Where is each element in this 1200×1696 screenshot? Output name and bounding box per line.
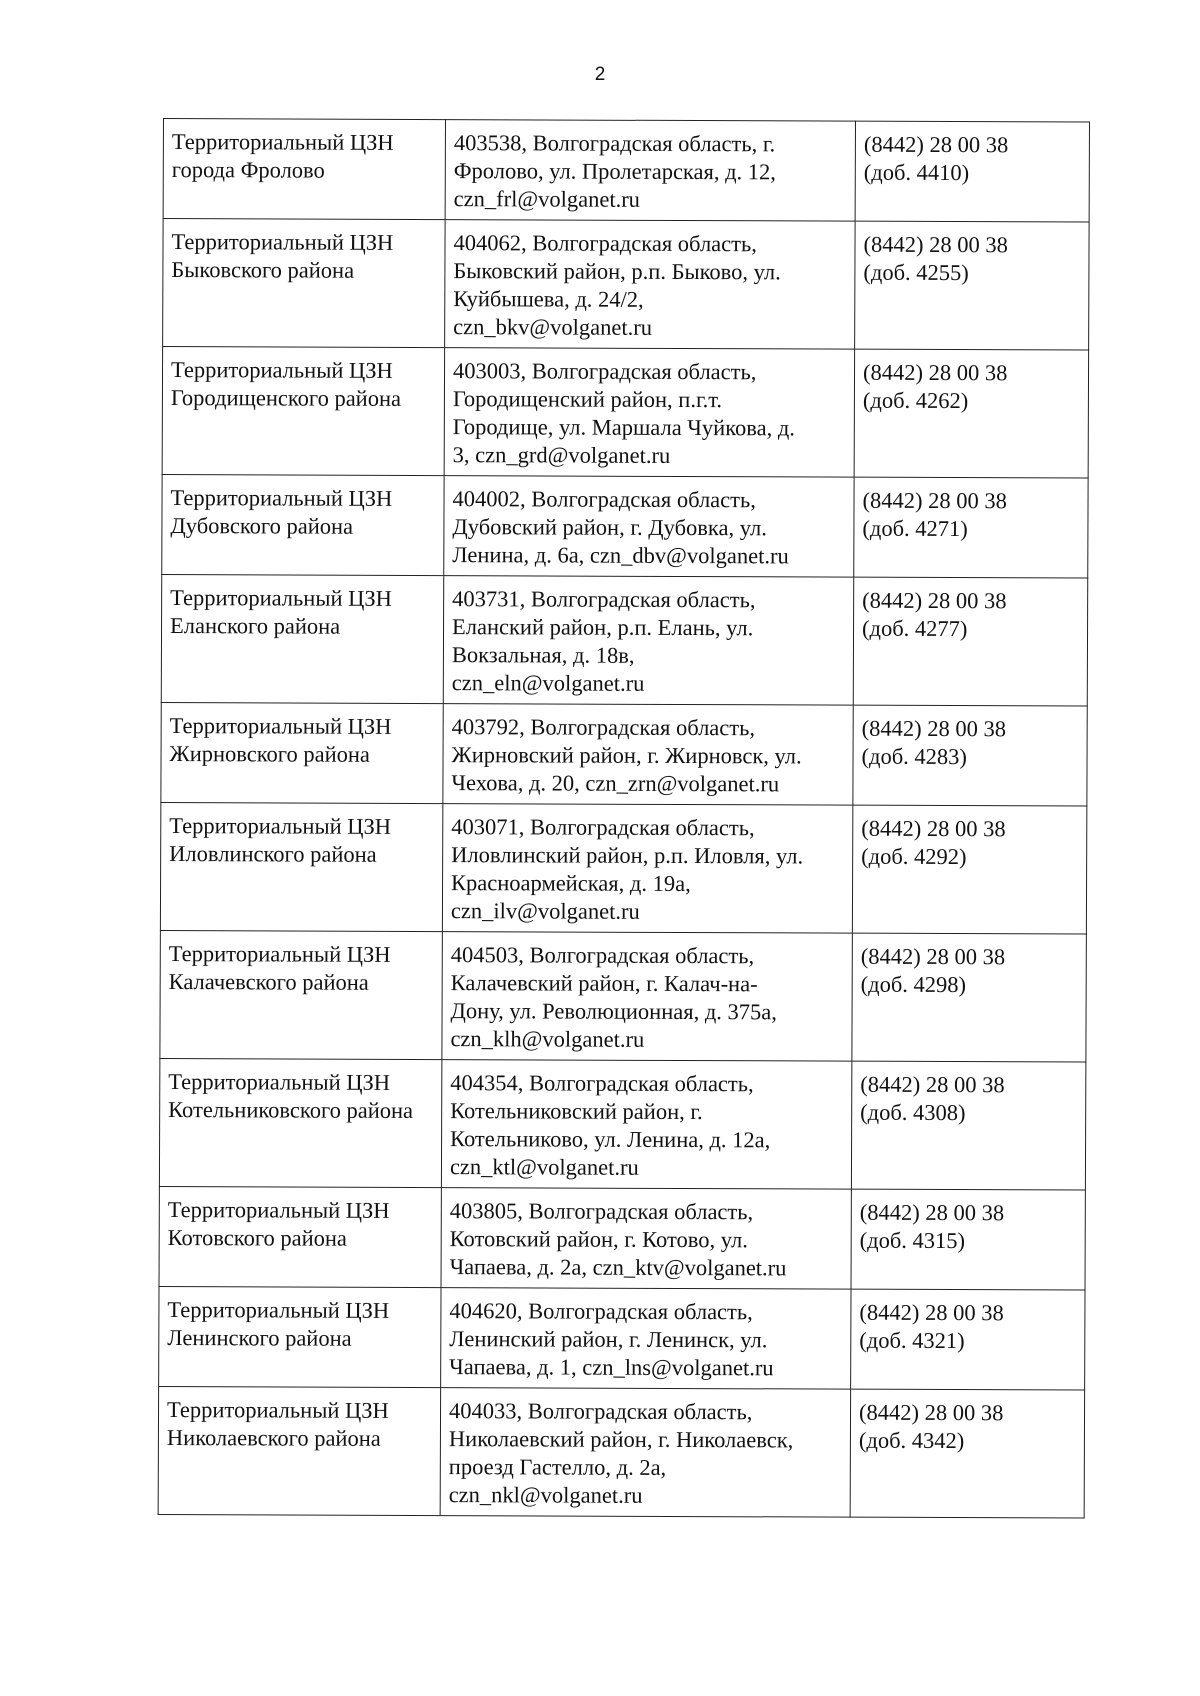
name-line: Жирновского района <box>169 741 370 767</box>
name-cell <box>161 574 443 703</box>
address-cell <box>444 476 854 578</box>
address-line: Жирновский район, г. Жирновск, ул. <box>451 742 802 769</box>
address-line: Дону, ул. Революционная, д. 375а, <box>450 998 777 1025</box>
phone-line: (доб. 4255) <box>863 259 969 286</box>
address-cell <box>445 220 855 350</box>
address-cell <box>442 932 852 1062</box>
name-line: Николаевского района <box>166 1425 381 1451</box>
address-line: 403538, Волгоградская область, г. <box>453 130 776 157</box>
address-line: 404620, Волгоградская область, <box>449 1298 753 1325</box>
table-row <box>162 474 1088 578</box>
name-line: Территориальный ЦЗН <box>167 1297 390 1323</box>
phone-cell <box>852 933 1086 1062</box>
address-line: Куйбышева, д. 24/2, <box>453 286 644 312</box>
address-cell <box>441 1060 851 1190</box>
phone-cell <box>850 1389 1084 1518</box>
address-line: 404062, Волгоградская область, <box>453 230 757 257</box>
address-cell <box>443 704 853 806</box>
phone-cell <box>853 577 1087 706</box>
phone-line: (8442) 28 00 38 <box>859 1299 1004 1326</box>
table-row <box>161 702 1087 806</box>
name-cell <box>159 1058 441 1187</box>
address-line: Красноармейская, д. 19а, <box>451 870 691 897</box>
address-line: Ленина, д. 6а, czn_dbv@volganet.ru <box>452 542 789 569</box>
name-line: Еланского района <box>170 613 341 639</box>
address-line: Быковский район, р.п. Быково, ул. <box>453 258 781 285</box>
name-line: Городищенского района <box>170 385 402 411</box>
address-cell <box>443 576 853 706</box>
phone-line: (доб. 4283) <box>861 743 967 770</box>
phone-line: (доб. 4277) <box>861 615 968 642</box>
phone-cell <box>851 1289 1085 1390</box>
address-line: 403805, Волгоградская область, <box>449 1198 754 1225</box>
address-line: Еланский район, р.п. Елань, ул. <box>452 614 754 641</box>
address-line: czn_klh@volganet.ru <box>450 1026 645 1052</box>
name-line: Территориальный ЦЗН <box>171 229 394 255</box>
name-line: Территориальный ЦЗН <box>169 813 392 839</box>
phone-line: (8442) 28 00 38 <box>860 943 1006 970</box>
address-line: Калачевский район, г. Калач-на- <box>450 970 758 997</box>
phone-line: (доб. 4410) <box>863 159 970 186</box>
name-line: Территориальный ЦЗН <box>170 357 393 383</box>
name-line: Территориальный ЦЗН <box>170 485 393 511</box>
address-cell <box>440 1388 850 1518</box>
address-line: czn_nkl@volganet.ru <box>448 1482 643 1508</box>
name-cell <box>160 930 442 1059</box>
address-line: Чехова, д. 20, czn_zrn@volganet.ru <box>451 770 780 797</box>
phone-line: (8442) 28 00 38 <box>862 487 1007 514</box>
address-cell <box>444 348 854 478</box>
address-line: 403792, Волгоградская область, <box>451 714 756 741</box>
name-line: Калачевского района <box>168 969 369 995</box>
name-line: Территориальный ЦЗН <box>167 1197 390 1223</box>
table-row <box>163 119 1089 223</box>
address-line: 404033, Волгоградская область, <box>448 1398 753 1425</box>
name-line: Ленинского района <box>167 1325 352 1351</box>
name-cell <box>163 119 445 220</box>
phone-line: (8442) 28 00 38 <box>862 587 1007 614</box>
address-line: 3, czn_grd@volganet.ru <box>452 442 671 468</box>
address-line: 404503, Волгоградская область, <box>450 942 755 969</box>
address-line: Ленинский район, г. Ленинск, ул. <box>449 1326 768 1353</box>
phone-cell <box>851 1061 1085 1190</box>
table-row <box>159 1286 1085 1390</box>
table-row <box>159 1058 1085 1190</box>
name-line: Котовского района <box>167 1225 347 1251</box>
name-line: Быковского района <box>171 257 355 283</box>
address-line: czn_ilv@volganet.ru <box>450 898 640 924</box>
address-line: Котовский район, г. Котово, ул. <box>449 1226 748 1253</box>
address-line: 404002, Волгоградская область, <box>452 486 756 513</box>
name-cell <box>161 702 443 803</box>
phone-cell <box>855 121 1089 222</box>
phone-line: (8442) 28 00 38 <box>861 715 1007 742</box>
table-row <box>163 219 1089 351</box>
address-line: Котельниково, ул. Ленина, д. 12а, <box>450 1126 771 1153</box>
phone-line: (8442) 28 00 38 <box>861 815 1006 842</box>
address-line: czn_frl@volganet.ru <box>453 186 641 212</box>
address-line: проезд Гастелло, д. 2а, <box>448 1454 667 1480</box>
name-cell <box>162 474 444 575</box>
phone-line: (8442) 28 00 38 <box>859 1199 1005 1226</box>
phone-line: (8442) 28 00 38 <box>863 131 1009 158</box>
phone-cell <box>854 349 1088 478</box>
address-line: 403731, Волгоградская область, <box>452 586 756 613</box>
phone-cell <box>854 477 1088 578</box>
name-line: Котельниковского района <box>168 1097 414 1123</box>
phone-cell <box>855 221 1089 350</box>
name-line: Иловлинского района <box>169 841 377 867</box>
phone-line: (доб. 4342) <box>858 1427 965 1454</box>
address-line: czn_bkv@volganet.ru <box>453 314 653 340</box>
name-line: Территориальный ЦЗН <box>168 1069 391 1095</box>
page-number: 2 <box>594 64 606 85</box>
phone-line: (доб. 4321) <box>859 1327 965 1354</box>
address-line: Котельниковский район, г. <box>450 1098 703 1125</box>
phone-line: (доб. 4298) <box>860 971 967 998</box>
address-line: Городищенский район, п.г.т. <box>452 386 723 413</box>
name-cell <box>162 347 444 476</box>
address-line: Николаевский район, г. Николаевск, <box>448 1426 794 1453</box>
name-line: Территориальный ЦЗН <box>169 713 392 739</box>
address-line: Фролово, ул. Пролетарская, д. 12, <box>453 158 777 185</box>
address-line: Иловлинский район, р.п. Иловля, ул. <box>451 842 804 869</box>
name-line: Дубовского района <box>170 513 354 539</box>
phone-line: (доб. 4308) <box>860 1099 966 1126</box>
address-line: 403071, Волгоградская область, <box>451 814 755 841</box>
address-line: czn_eln@volganet.ru <box>451 670 645 696</box>
table-row <box>159 1186 1085 1290</box>
name-line: города Фролово <box>171 157 325 183</box>
table-row <box>160 930 1086 1062</box>
name-cell <box>159 1286 441 1387</box>
address-cell <box>441 1288 851 1390</box>
address-line: 404354, Волгоградская область, <box>450 1070 754 1097</box>
phone-line: (доб. 4315) <box>859 1227 966 1254</box>
name-line: Территориальный ЦЗН <box>166 1397 389 1423</box>
table-body <box>158 119 1089 1519</box>
phone-line: (8442) 28 00 38 <box>863 231 1008 258</box>
name-cell <box>158 1386 440 1515</box>
phone-line: (доб. 4271) <box>862 515 968 542</box>
phone-line: (доб. 4292) <box>861 843 967 870</box>
name-line: Территориальный ЦЗН <box>170 585 392 611</box>
address-line: Дубовский район, г. Дубовка, ул. <box>452 514 767 541</box>
name-cell <box>163 219 445 348</box>
table-row <box>161 574 1087 706</box>
address-line: Чапаева, д. 2а, czn_ktv@volganet.ru <box>449 1254 787 1281</box>
table-row <box>162 347 1088 479</box>
czn-contacts-table <box>158 118 1090 1519</box>
address-line: Чапаева, д. 1, czn_lns@volganet.ru <box>449 1354 774 1381</box>
phone-cell <box>851 1189 1085 1290</box>
phone-line: (8442) 28 00 38 <box>862 359 1008 386</box>
phone-cell <box>852 805 1086 934</box>
name-line: Территориальный ЦЗН <box>171 129 394 155</box>
name-cell <box>159 1186 441 1287</box>
phone-cell <box>853 705 1087 806</box>
phone-line: (8442) 28 00 38 <box>858 1399 1004 1426</box>
address-line: Вокзальная, д. 18в, <box>451 642 635 668</box>
phone-line: (8442) 28 00 38 <box>860 1071 1005 1098</box>
name-line: Территориальный ЦЗН <box>168 941 391 967</box>
address-line: Городище, ул. Маршала Чуйкова, д. <box>452 414 795 441</box>
address-line: 403003, Волгоградская область, <box>452 358 757 385</box>
address-line: czn_ktl@volganet.ru <box>449 1154 639 1180</box>
table-row <box>160 802 1086 934</box>
address-cell <box>445 120 855 222</box>
name-cell <box>160 802 442 931</box>
phone-line: (доб. 4262) <box>862 387 969 414</box>
address-cell <box>442 804 852 934</box>
table-row <box>158 1386 1084 1518</box>
address-cell <box>441 1188 851 1290</box>
